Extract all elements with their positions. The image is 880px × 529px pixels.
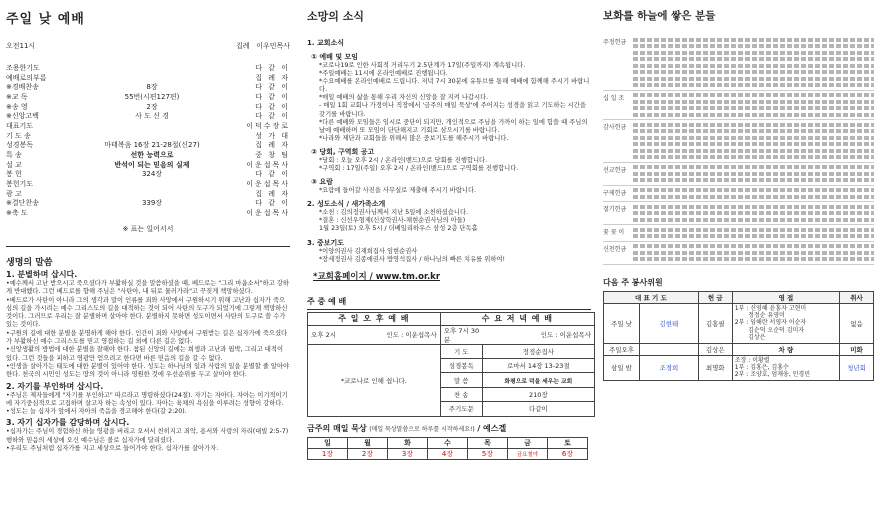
name-list-line [633, 218, 874, 222]
order-label: ※결단찬송 [6, 199, 39, 208]
offering-category [603, 91, 874, 121]
news-lines-3 [307, 187, 591, 195]
offering-list [603, 35, 874, 265]
offering-category-label: 십 일 조 [603, 94, 625, 102]
wed-row-key: 찬 송 [440, 387, 482, 401]
order-responsible: 다 같 이 [255, 199, 290, 208]
name-list-line [633, 123, 874, 127]
sermon-para: •우리도 주님처럼 십자가를 지고 세상으로 들어가야 한다. 십자가를 살아가자. [6, 445, 219, 453]
daily-chapter: 3장 [388, 448, 428, 459]
name-list-line [633, 44, 874, 48]
news-line: *결혼 : 신선우형제(신상학권사-채현순권사님의 아들) [319, 217, 466, 225]
order-label: 특 송 [6, 151, 22, 160]
news-line: *매일 예배의 삶을 통해 우리 자신의 신앙을 잘 지켜 나갑시다. [319, 94, 489, 102]
order-row [6, 141, 290, 151]
name-list-line [633, 251, 874, 255]
wed-row-key: 말 씀 [440, 373, 482, 387]
name-list-line [633, 77, 874, 81]
name-list-line [633, 205, 874, 209]
daily-chapter: 금요철야 [508, 448, 548, 459]
news-line: *이양의권사 김재희집사 임현순권사 [319, 247, 418, 255]
order-responsible: 이운섭목사 [246, 160, 290, 169]
order-responsible: 다 같 이 [255, 83, 290, 92]
news-section-2: 2. 성도소식 / 새가족소개 [307, 200, 386, 209]
sunday-leader: 인도 : 이운섭목사 [355, 325, 440, 344]
sermon-para: •베드로가 사탄이 아니라 그의 생각과 말이 인류를 죄와 사망에서 구원하시기 위해 고난과 십자가 죽으심의 길을 가시려는 예수 그리스도의 길을 대적하는 것이 되어 사탄의 도구가 되었기에 그렇게 책망하신 것이다. 그러므로 우리는 잘 분별하며 살아야 한다. 분별하지 못하면 성도이면서 사탄의 도구로 쓸 수가 있는 것이다. [6, 296, 288, 329]
vol-title: 다음 주 봉사위원 [603, 277, 663, 287]
order-responsible: 집 례 자 [255, 189, 290, 198]
order-responsible: 중 창 팀 [255, 151, 290, 160]
order-label: ※경배찬송 [6, 83, 39, 92]
daily-day: 토 [548, 437, 588, 448]
news-lines-2 [307, 157, 591, 173]
worship-order [6, 63, 290, 218]
news-line: *구역회 : 17일(주일) 오후 2시 / 온라인(밴드)으로 구역회를 진행합니다. [319, 165, 519, 173]
order-responsible: 다 같 이 [255, 170, 290, 179]
offering-category [603, 163, 874, 186]
sermon-para: •성도는 늘 십자가 앞에서 자아의 죽음을 경고해야 한다(갈 2:20). [6, 408, 187, 416]
week-table [307, 312, 595, 417]
order-label: 예배로의부름 [6, 73, 47, 82]
name-list-line [633, 106, 874, 110]
wed-row-key: 성경봉독 [440, 359, 482, 373]
order-row [6, 189, 290, 199]
news-sub-2: ② 당회, 구역회 공고 [311, 147, 375, 156]
order-label: 대표기도 [6, 121, 34, 130]
order-label: 성경봉독 [6, 141, 34, 150]
order-responsible: 다 같 이 [255, 112, 290, 121]
order-row [6, 102, 290, 112]
daily-chapter: 1장 [308, 448, 348, 459]
offering-category [603, 186, 874, 203]
name-list-line [633, 38, 874, 42]
order-responsible: 집 례 자 [255, 73, 290, 82]
homepage-link[interactable]: *교회홈페이지 / www.tm.or.kr [313, 271, 441, 282]
name-list-line [633, 83, 874, 87]
order-label: 조용한기도 [6, 63, 40, 72]
offering-column [599, 0, 880, 529]
order-content: 선한 능력으로 [130, 151, 174, 160]
order-label: 광 고 [6, 189, 22, 198]
news-line: *소천 : 김의정권사님께서 지난 5일에 소천하셨습니다. [319, 209, 469, 217]
order-content: 8장 [146, 83, 158, 92]
name-list-line [633, 93, 874, 97]
sermon-para: •예수께서 고난 받으시고 죽으셨다가 부활하실 것을 말씀하셨을 때, 베드로는 "그리 마옵소서"하고 강하게 반대했다. 그런 베드로를 향해 주님은 "사탄아, 내 뒤로 물러가라"고 꾸짖게 책망하셨다. [6, 280, 289, 296]
vol-pray: 김현태 [640, 303, 699, 343]
news-line: 1월 23일(토) 오후 5시 / 더베일리하우스 삼성 2층 단독홀 [319, 225, 478, 233]
order-label: 기 도 송 [6, 131, 31, 140]
worship-meta [6, 41, 290, 51]
offering-category [603, 202, 874, 225]
offering-category [603, 35, 874, 91]
name-list-line [633, 70, 874, 74]
vol-table [603, 291, 874, 381]
sermon-para: •십자가는 주님이 경험하신 하늘 영광을 버리고 오셔서 친히지고 죄악, 용서와 사랑의 자리(대빌 2:5-7) 행하와 믿음의 세상에 오신 예수님은 볼로 십자가에 달리셨다. [6, 428, 289, 444]
name-list-line [633, 129, 874, 133]
offering-category-label: 선교헌금 [603, 166, 627, 174]
wed-row-val: 화평으로 덕을 세우는 교회 [482, 373, 594, 387]
sermon-point-3: 3. 자기 십자가를 감당하며 삽시다. [6, 418, 130, 428]
order-row [6, 121, 290, 131]
worship-title: 주일 낮 예배 [6, 12, 85, 27]
order-responsible: 다 같 이 [255, 102, 290, 111]
order-content: 339장 [141, 199, 163, 208]
name-list-line [633, 257, 874, 261]
order-row [6, 199, 290, 209]
wed-row-val: 다같이 [482, 402, 594, 416]
order-row [6, 131, 290, 141]
vol-pray [640, 343, 699, 355]
vol-head: 영 접 [732, 291, 839, 303]
vol-head: 취사 [840, 291, 874, 303]
sunday-time: 오후 2시 [308, 325, 355, 344]
worship-note: ※ 표는 일어서서 [122, 225, 174, 233]
daily-day: 월 [348, 437, 388, 448]
wed-title: 수 요 저 녁 예 배 [440, 312, 594, 325]
news-line: - 매일 1회 교회나 가정이나 직장에서 '금주의 매일 묵상'에 주어지는 성경을 읽고 기도하는 시간을 갖기를 바랍니다. [319, 102, 586, 118]
offering-category-label: 신천헌금 [603, 245, 627, 253]
news-sub-1: ① 예배 및 모임 [311, 53, 359, 61]
name-list-line [633, 172, 874, 176]
order-row [6, 63, 290, 73]
week-title: 주 중 예 배 [307, 296, 347, 306]
news-line: *당회 : 오늘 오후 2시 / 온라인(밴드)으로 당회를 진행합니다. [319, 156, 488, 164]
vol-head: 헌 금 [698, 291, 732, 303]
order-label: 봉 헌 [6, 170, 22, 179]
vol-car: 조장 : 이황렬 1부 : 김홍은, 김홍수 2부 : 조양호, 엄재웅, 민경민 [732, 355, 839, 380]
worship-time: 오전11시 [6, 42, 36, 50]
daily-header [307, 423, 591, 434]
name-list-line [633, 234, 874, 238]
vol-car-label: 차 량 [732, 343, 839, 355]
daily-day: 금 [508, 437, 548, 448]
wed-leader: 인도 : 이운섭목사 [482, 325, 594, 344]
daily-day: 일 [308, 437, 348, 448]
sermon-para: •구원의 길에 대한 분별을 분명하게 해야 한다. 인간이 죄와 사망에서 구원받는 길은 십자가에 죽으셨다가 부활하신 예수 그리스도를 믿고 영접하는 길 외에 다른 길은 없다. [6, 329, 288, 346]
prayer-title: 보화를 하늘에 쌓은 분들 [603, 10, 716, 22]
order-responsible: 성 가 대 [255, 131, 290, 140]
news-line: *나라와 제단과 교회들을 위해서 많은 중보기도를 해주시기 바랍니다. [319, 134, 509, 142]
sermon-title: 생명의 말씀 [6, 258, 53, 268]
news-title: 소망의 소식 [307, 10, 364, 23]
leader-label: 집례 [235, 42, 250, 50]
news-line: *요람에 들어갈 사진을 사무실로 제출해 주시기 바랍니다. [319, 187, 477, 195]
sermon-point-1: 1. 분별하며 삽시다. [6, 270, 78, 279]
news-section-3: 3. 중보기도 [307, 238, 345, 247]
order-label: ※송 영 [6, 102, 28, 111]
daily-chapter: 6장 [548, 448, 588, 459]
name-list-line [633, 149, 874, 153]
daily-sub: (매일 묵상말씀으로 하루를 시작하세요!) [369, 425, 475, 433]
vol-offer: 김홍필 [698, 303, 732, 343]
daily-day: 수 [428, 437, 468, 448]
offering-category-label: 주정헌금 [603, 39, 627, 46]
offering-category-label: 감사헌금 [603, 124, 627, 131]
vol-head: 대 표 기 도 [604, 291, 699, 303]
name-list-line [633, 211, 874, 215]
vol-pray: 조경희 [640, 355, 699, 380]
worship-column [0, 0, 298, 529]
order-label: 설 교 [6, 160, 22, 169]
order-content: 324장 [141, 170, 163, 179]
vol-cook: 없음 [840, 303, 874, 343]
order-row [6, 170, 290, 180]
order-label: ※교 독 [6, 92, 28, 101]
daily-table [307, 437, 588, 460]
news-section-1: 1. 교회소식 [307, 39, 345, 47]
vol-flower-label: 미화 [840, 343, 874, 355]
order-responsible: 다 같 이 [255, 63, 290, 72]
order-row [6, 82, 290, 92]
order-label: 봉헌기도 [6, 180, 34, 189]
daily-tail: / 예스겔 [477, 423, 507, 433]
vol-flower: 청년회 [840, 355, 874, 380]
sermon-para: •신앙생활의 방법에 대한 분별을 잘해야 한다. 참된 신앙의 길에는 희생과 고난과 핍박, 그리고 대적이 있다. 그런 것들을 피하고 영광만 얻으려고 한다면 바른 믿음의 길을 갈 수 없다. [6, 346, 284, 362]
name-list-line [633, 165, 874, 169]
order-responsible: 이운섭목사 [246, 209, 290, 218]
sermon-para: •인생을 살아가는 태도에 대한 분별이 있어야 한다. 성도는 하나님의 일과 사람의 일을 분별할 줄 알아야 한다. 천국의 시민인 성도는 땅의 것이 아니라 영원한 것에 우선순위를 두고 살아야 한다. [6, 362, 290, 379]
wed-row-key: 주기도문 [440, 402, 482, 416]
name-list-line [633, 244, 874, 248]
vol-greet: 1부 : 신영혜 윤홍자 고현미 정정순 유영미 2부 : 임해란 서영자 이순자 김순덕 오순덕 김미자 김상은 [732, 303, 839, 343]
offering-category [603, 120, 874, 163]
news-line: *수요예배를 온라인예배로 드립니다. 저녁 7시 30분에 유튜브를 통해 예배에 함께해 주시기 바랍니다. [319, 78, 590, 94]
news-lines-4 [307, 209, 591, 233]
news-line: *코로나19로 인한 사회적 거리두기 2.5단계가 17일(주일까지) 계속됩니다. [319, 62, 526, 69]
news-lines-1 [307, 62, 591, 143]
daily-chapter: 5장 [468, 448, 508, 459]
news-line: *장세정권사 김종애권사 방영석집사 / 하나님의 빠른 치유를 위하여! [319, 255, 506, 263]
name-list-line [633, 100, 874, 104]
name-list-line [633, 142, 874, 146]
order-content: 마태복음 16장 21-28절(신27) [104, 141, 200, 150]
order-row [6, 208, 290, 218]
name-list-line [633, 195, 874, 199]
order-responsible: 이덕수장로 [246, 121, 290, 130]
daily-chapter: 2장 [348, 448, 388, 459]
wed-row-key: 기 도 [440, 344, 482, 358]
vol-key: 삼일 밤 [604, 355, 640, 380]
offering-category-label: 구제헌금 [603, 189, 627, 197]
daily-title: 금주의 매일 묵상 [307, 423, 367, 433]
order-content: 2장 [146, 102, 158, 111]
order-row [6, 179, 290, 189]
order-responsible: 이운섭목사 [246, 180, 290, 189]
order-row [6, 73, 290, 83]
offering-category-label: 절기헌금 [603, 206, 627, 213]
sermon-point-2: 2. 자기를 부인하며 삽시다. [6, 381, 104, 391]
order-row [6, 92, 290, 102]
wed-row-val: 정정순집사 [482, 344, 594, 358]
daily-day: 화 [388, 437, 428, 448]
name-list-line [633, 228, 874, 232]
order-content: 55번(시편127편) [124, 92, 180, 101]
offering-category-label: 꽃 꽂 이 [603, 229, 625, 236]
sunday-pm-title: 주 일 오 후 예 배 [308, 312, 441, 325]
offering-category [603, 242, 874, 265]
order-label: ※신앙고백 [6, 112, 39, 121]
news-lines-5 [307, 248, 591, 264]
order-responsible: 집 례 자 [255, 141, 290, 150]
news-line: *다른 예배와 모임들은 임시로 중단이 되지만, 개인적으로 주님을 가까이 하는 일에 힘쓸 때 주님의 날에 예배하며 또 모임이 단단해지고 기회로 삼으시기를 바랍니다. [319, 118, 588, 134]
wed-row-val: 210장 [482, 387, 594, 401]
name-list-line [633, 113, 874, 117]
vol-offer: 김상은 [698, 343, 732, 355]
name-list-line [633, 178, 874, 182]
daily-chapter: 4장 [428, 448, 468, 459]
vol-key: 주일 낮 [604, 303, 640, 343]
name-list-line [633, 64, 874, 68]
news-sub-3: ③ 요람 [311, 178, 333, 187]
name-list-line [633, 136, 874, 140]
vol-key: 주일오후 [604, 343, 640, 355]
name-list-line [633, 57, 874, 61]
order-content: 사 도 신 경 [135, 112, 169, 121]
vol-offer: 최명화 [698, 355, 732, 380]
sermon-para: •주님은 제자들에게 "자기를 부인하고" 따르라고 명령하셨다(24절). 자기는 자아다. 자아는 이기적이기에 자기중심적으로 고집하며 살고자 하는 속성이 있다. 자아는 육체의 욕심을 이루려는 성향이 강하다. [6, 391, 288, 407]
order-content: 반석이 되는 믿음의 실제 [114, 160, 190, 169]
order-row [6, 160, 290, 170]
leader-name: 이우민목사 [256, 42, 290, 50]
name-list-line [633, 188, 874, 192]
offering-category [603, 225, 874, 242]
news-line: *주일예배는 11시에 온라인예배로 진행됩니다. [319, 70, 448, 78]
order-label: ※축 도 [6, 209, 28, 218]
sunday-note: *코로나로 인해 쉽니다. [308, 344, 441, 416]
order-responsible: 다 같 이 [255, 92, 290, 101]
news-column [303, 0, 595, 529]
wed-row-val: 로마서 14장 13-23절 [482, 359, 594, 373]
name-list-line [633, 51, 874, 55]
order-row [6, 111, 290, 121]
daily-day: 목 [468, 437, 508, 448]
wed-time: 오후 7시 30분 [440, 325, 482, 344]
name-list-line [633, 155, 874, 159]
order-row [6, 150, 290, 160]
